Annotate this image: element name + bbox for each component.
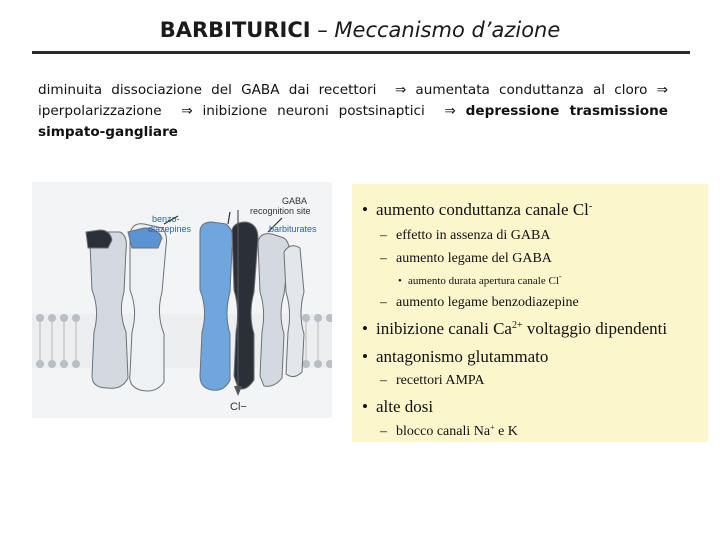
label-recognition-site: recognition site [250,206,311,216]
text-p5: depressione trasmissione simpato-gangliare [38,103,668,140]
implies-arrow: ⇒ [394,82,407,98]
implies-arrow: ⇒ [444,103,456,119]
label-chloride-ion: Cl− [230,401,247,413]
title-dash: – [310,18,335,42]
text-p2: aumentata conduttanza al cloro [415,82,648,98]
bullet-alte-dosi: • alte dosi [362,397,434,416]
implies-arrow: ⇒ [181,103,193,119]
title-italic: Meccanismo d’azione [334,18,561,42]
subsubbullet-durata-apertura: • aumento durata apertura canale Cl- [398,272,562,287]
subbullet-effetto-assenza-gaba: – effetto in assenza di GABA [380,228,551,243]
subbullet-legame-benzodiazepine: – aumento legame benzodiazepine [380,295,579,310]
implies-arrow: ⇒ [656,82,668,98]
mechanism-paragraph [38,80,668,143]
title-underline [32,51,690,54]
slide-title [0,18,720,42]
gaba-receptor-diagram [32,182,332,418]
subbullet-legame-gaba: – aumento legame del GABA [380,251,552,266]
subbullet-recettori-ampa: – recettori AMPA [380,373,485,388]
text-p1: diminuita dissociazione del GABA dai recettori [38,82,377,98]
label-barbiturates: barbiturates [269,224,317,234]
subbullet-blocco-canali: – blocco canali Na+ e K [380,423,518,439]
title-bold: BARBITURICI [159,18,311,42]
label-gaba: GABA [282,196,308,206]
bullet-antagonismo-glutammato: • antagonismo glutammato [362,347,549,366]
effects-panel [352,184,708,442]
text-p4: inibizione neuroni postsinaptici [202,103,425,119]
label-benzodiazepines: diazepines [148,224,192,234]
text-p3: iperpolarizzazione [38,103,162,119]
bullet-conduttanza: • aumento conduttanza canale Cl- [362,200,593,219]
bullet-canali-calcio: • inibizione canali $Ca^{2+}$ voltaggio dipendenti [362,319,668,338]
label-benzodiazepines: benzo- [152,214,180,224]
